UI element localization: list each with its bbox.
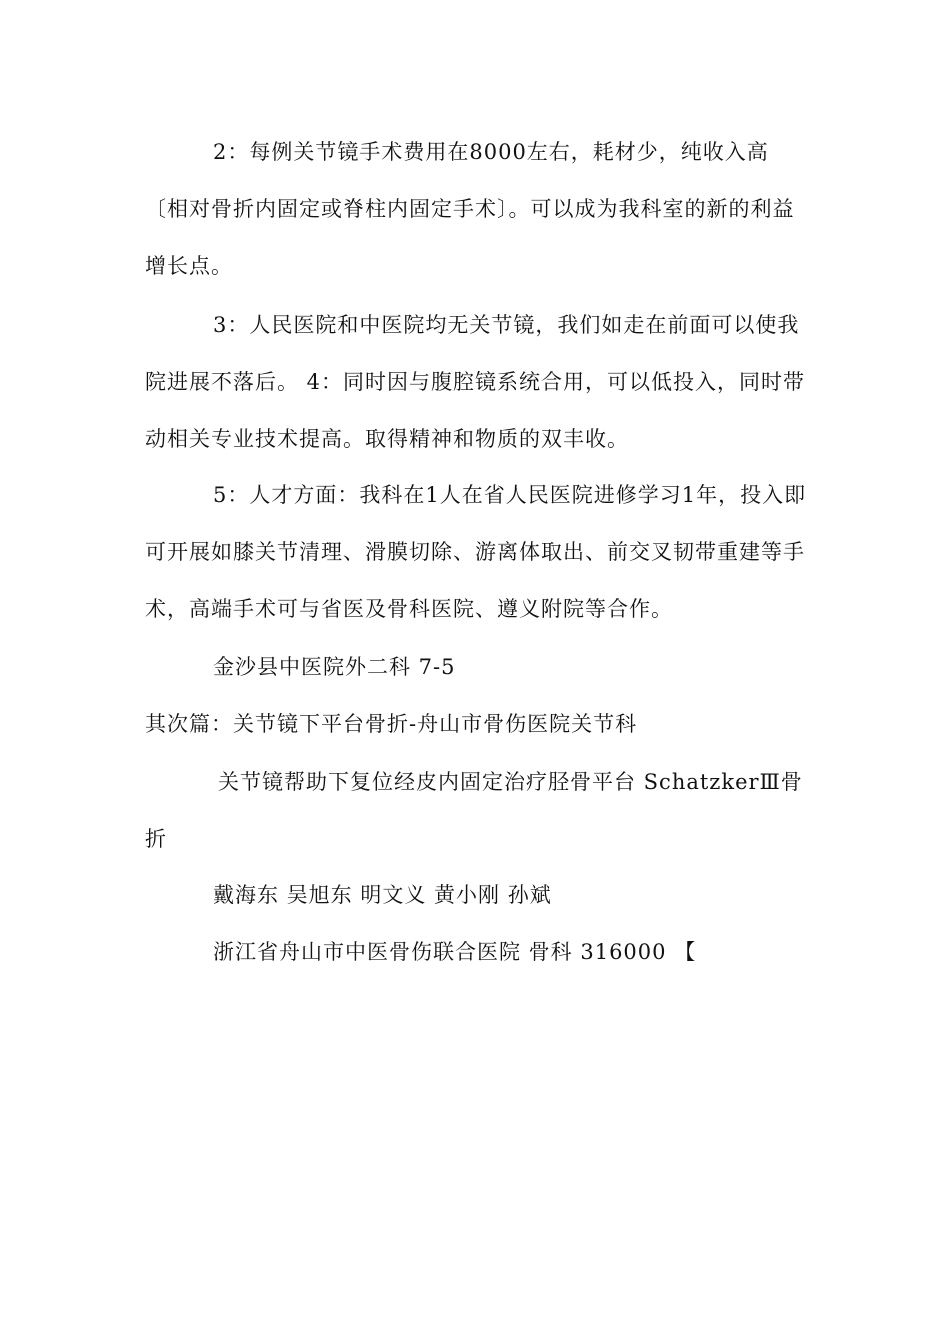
paragraph-cost-benefit: 2：每例关节镜手术费用在8000左右，耗材少，纯收入高〔相对骨折内固定或脊柱内固定手术〕。可以成为我科室的新的利益增长点。 [145, 140, 795, 278]
section-heading: 其次篇：关节镜下平台骨折-舟山市骨伤医院关节科 [145, 712, 638, 736]
authors-line: 戴海东 吴旭东 明文义 黄小刚 孙斌 [213, 883, 552, 907]
signature-line: 金沙县中医院外二科 7-5 [213, 655, 456, 679]
affiliation-line: 浙江省舟山市中医骨伤联合医院 骨科 316000 【 [213, 940, 697, 964]
article-title: 关节镜帮助下复位经皮内固定治疗胫骨平台 SchatzkerⅢ骨折 [145, 770, 803, 851]
paragraph-hospital-development: 3：人民医院和中医院均无关节镜，我们如走在前面可以使我院进展不落后。 4：同时因与腹腔镜系统合用，可以低投入，同时带动相关专业技术提高。取得精神和物质的双丰收。 [145, 313, 806, 451]
paragraph-talent: 5：人才方面：我科在1人在省人民医院进修学习1年，投入即可开展如膝关节清理、滑膜切除、游离体取出、前交叉韧带重建等手术，高端手术可与省医及骨科医院、遵义附院等合作。 [145, 483, 807, 621]
